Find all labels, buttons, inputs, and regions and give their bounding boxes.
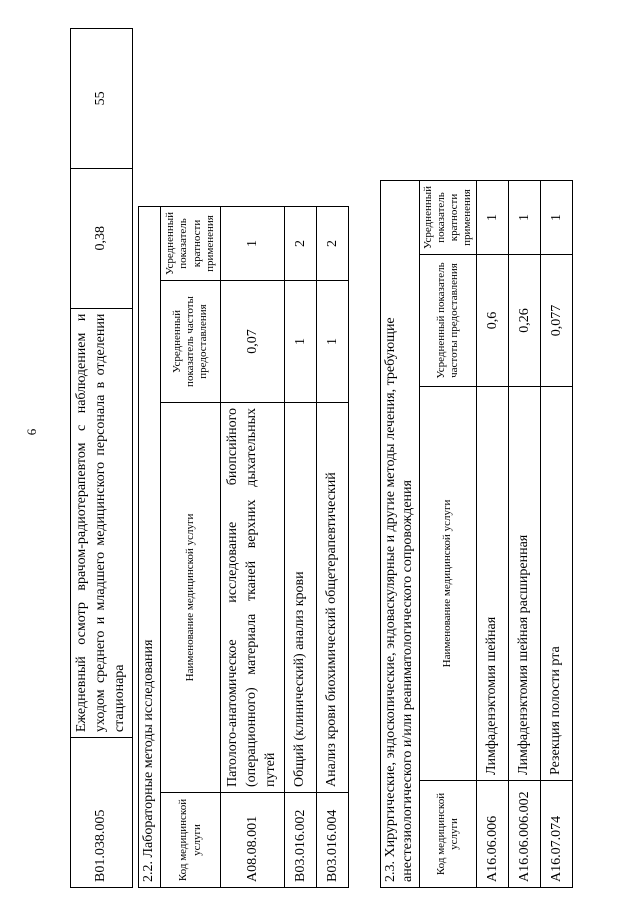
multiplicity-value: 1 xyxy=(221,206,285,280)
table-row xyxy=(477,180,509,887)
header-multiplicity: Усредненный показатель кратности применения xyxy=(161,206,221,280)
multiplicity-value: 1 xyxy=(509,180,541,254)
main-services-table xyxy=(70,28,133,888)
multiplicity-value: 1 xyxy=(477,180,509,254)
header-row xyxy=(161,206,221,887)
frequency-value: 0,077 xyxy=(541,255,573,387)
service-name: Лимфаденэктомия шейная xyxy=(477,387,509,781)
header-frequency: Усредненный показатель частоты предоставления xyxy=(161,281,221,403)
header-row xyxy=(419,180,477,887)
header-multiplicity: Усредненный показатель кратности применения xyxy=(419,180,477,254)
service-name: Анализ крови биохимический общетерапевтический xyxy=(317,403,349,793)
table-row xyxy=(317,206,349,887)
service-name: Общий (клинический) анализ крови xyxy=(285,403,317,793)
section-title: 2.2. Лабораторные методы исследования xyxy=(139,206,161,887)
header-code: Код медицинской услуги xyxy=(419,781,477,888)
multiplicity-value: 1 xyxy=(541,180,573,254)
table-row xyxy=(541,180,573,887)
service-code: A16.06.006.002 xyxy=(509,781,541,888)
frequency-value: 0,26 xyxy=(509,255,541,387)
service-code: B01.038.005 xyxy=(71,738,133,888)
table-row xyxy=(285,206,317,887)
table-row xyxy=(71,29,133,888)
service-name: Ежедневный осмотр врачом-радиотерапевтом с наблюдением и уходом среднего и младшего медицинского персонала в отделении стационара xyxy=(71,308,133,737)
table-row xyxy=(509,180,541,887)
multiplicity-value: 2 xyxy=(317,206,349,280)
frequency-value: 1 xyxy=(317,281,349,403)
section-title-row xyxy=(381,180,420,887)
service-code: A16.06.006 xyxy=(477,781,509,888)
service-name: Резекция полости рта xyxy=(541,387,573,781)
multiplicity-value: 55 xyxy=(71,29,133,169)
table-row xyxy=(221,206,285,887)
service-name: Патолого-анатомическое исследование биопсийного (операционного) материала тканей верхних дыхательных путей xyxy=(221,403,285,793)
frequency-value: 1 xyxy=(285,281,317,403)
multiplicity-value: 2 xyxy=(285,206,317,280)
service-code: B03.016.002 xyxy=(285,793,317,888)
service-code: B03.016.004 xyxy=(317,793,349,888)
service-code: A08.08.001 xyxy=(221,793,285,888)
frequency-value: 0,6 xyxy=(477,255,509,387)
section-title: 2.3. Хирургические, эндоскопические, эндоваскулярные и другие методы лечения, требующие анестезиологического и/или реаниматологического сопровождения xyxy=(381,180,420,887)
page-number: 6 xyxy=(24,428,39,436)
lab-methods-table xyxy=(138,206,349,888)
header-name: Наименование медицинской услуги xyxy=(161,403,221,793)
service-code: A16.07.074 xyxy=(541,781,573,888)
surgical-methods-table xyxy=(380,180,573,888)
section-title-row xyxy=(139,206,161,887)
rotated-document-sheet xyxy=(70,28,564,888)
header-frequency: Усредненный показатель частоты предоставления xyxy=(419,255,477,387)
frequency-value: 0,38 xyxy=(71,168,133,308)
frequency-value: 0,07 xyxy=(221,281,285,403)
service-name: Лимфаденэктомия шейная расширенная xyxy=(509,387,541,781)
header-name: Наименование медицинской услуги xyxy=(419,387,477,781)
header-code: Код медицинской услуги xyxy=(161,793,221,888)
